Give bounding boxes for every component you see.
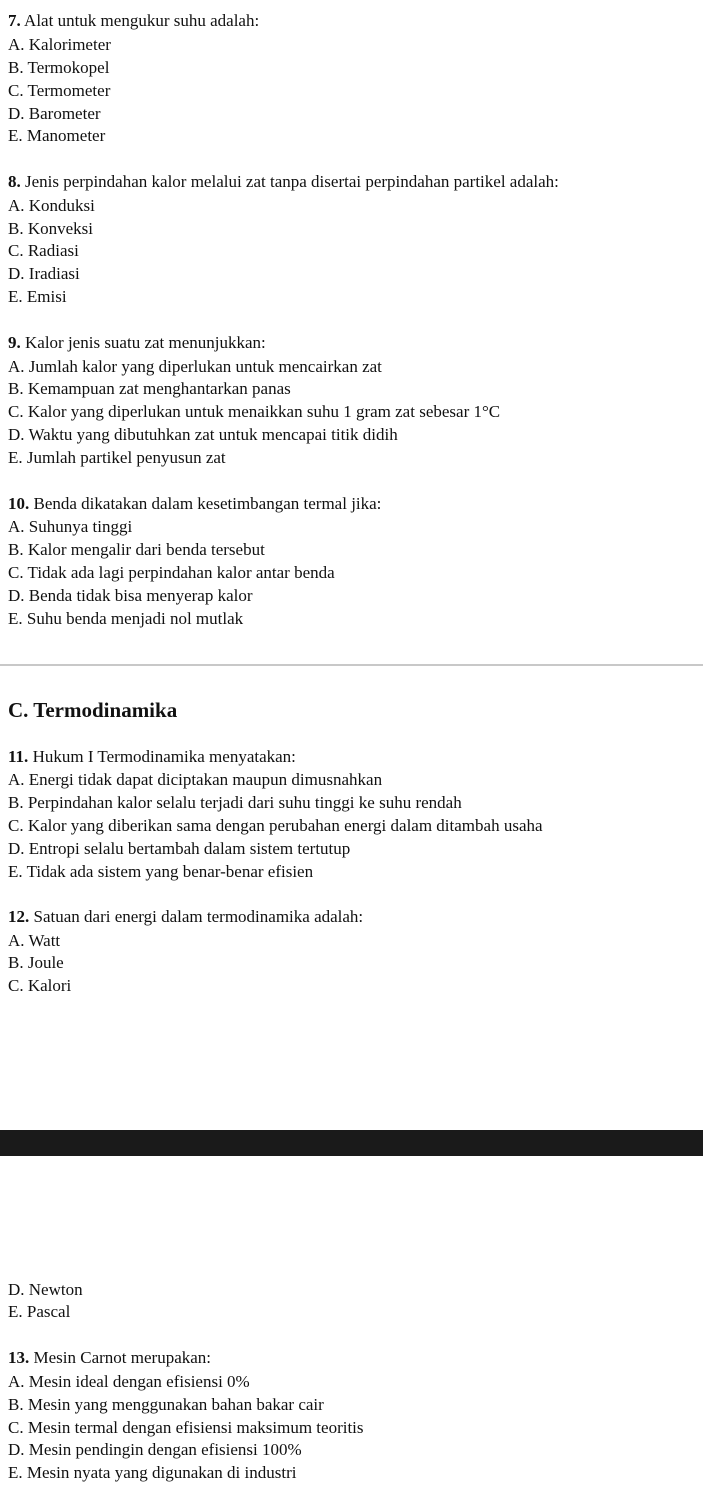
option-e: E. Tidak ada sistem yang benar-benar efisien	[8, 862, 314, 881]
option-c: C. Kalor yang diberikan sama dengan perubahan energi dalam ditambah usaha	[8, 816, 543, 835]
option-b: B. Joule	[8, 953, 64, 972]
question-number: 8.	[8, 172, 21, 191]
option-e: E. Pascal	[8, 1302, 71, 1321]
option-a: A. Suhunya tinggi	[8, 517, 133, 536]
question-number: 13.	[8, 1348, 30, 1367]
question-text: Alat untuk mengukur suhu adalah:	[20, 11, 260, 30]
question-number: 11.	[8, 747, 29, 766]
option-b: B. Kemampuan zat menghantarkan panas	[8, 379, 291, 398]
question-text: Hukum I Termodinamika menyatakan:	[28, 747, 296, 766]
option-c: C. Kalor yang diperlukan untuk menaikkan suhu 1 gram zat sebesar 1°C	[8, 402, 501, 421]
question-number: 7.	[8, 11, 21, 30]
question-number: 10.	[8, 494, 30, 513]
question-9	[8, 332, 266, 354]
option-e: E. Emisi	[8, 287, 67, 306]
question-text: Jenis perpindahan kalor melalui zat tanpa disertai perpindahan partikel adalah:	[20, 172, 559, 191]
option-d: D. Iradiasi	[8, 264, 80, 283]
option-e: E. Manometer	[8, 126, 106, 145]
option-a: A. Kalorimeter	[8, 35, 111, 54]
question-13	[8, 1347, 211, 1369]
option-e: E. Suhu benda menjadi nol mutlak	[8, 609, 244, 628]
question-7	[8, 10, 259, 32]
option-d: D. Newton	[8, 1280, 83, 1299]
option-b: B. Perpindahan kalor selalu terjadi dari suhu tinggi ke suhu rendah	[8, 793, 462, 812]
option-c: C. Radiasi	[8, 241, 79, 260]
question-11	[8, 746, 296, 768]
option-d: D. Barometer	[8, 104, 101, 123]
option-b: B. Mesin yang menggunakan bahan bakar cair	[8, 1395, 324, 1414]
option-d: D. Waktu yang dibutuhkan zat untuk mencapai titik didih	[8, 425, 398, 444]
question-12	[8, 906, 363, 928]
question-8	[8, 171, 559, 193]
option-a: A. Konduksi	[8, 196, 95, 215]
option-c: C. Mesin termal dengan efisiensi maksimum teoritis	[8, 1418, 364, 1437]
option-e: E. Mesin nyata yang digunakan di industri	[8, 1463, 297, 1482]
option-d: D. Entropi selalu bertambah dalam sistem tertutup	[8, 839, 351, 858]
question-number: 9.	[8, 333, 21, 352]
option-b: B. Konveksi	[8, 219, 93, 238]
option-b: B. Kalor mengalir dari benda tersebut	[8, 540, 265, 559]
question-number: 12.	[8, 907, 30, 926]
option-e: E. Jumlah partikel penyusun zat	[8, 448, 226, 467]
option-a: A. Mesin ideal dengan efisiensi 0%	[8, 1372, 250, 1391]
section-heading: C. Termodinamika	[8, 698, 178, 722]
option-b: B. Termokopel	[8, 58, 110, 77]
option-c: C. Termometer	[8, 81, 111, 100]
question-text: Benda dikatakan dalam kesetimbangan termal jika:	[29, 494, 382, 513]
option-c: C. Tidak ada lagi perpindahan kalor antar benda	[8, 563, 335, 582]
option-d: D. Benda tidak bisa menyerap kalor	[8, 586, 253, 605]
option-d: D. Mesin pendingin dengan efisiensi 100%	[8, 1440, 302, 1459]
option-a: A. Watt	[8, 931, 61, 950]
question-text: Satuan dari energi dalam termodinamika adalah:	[29, 907, 364, 926]
question-text: Mesin Carnot merupakan:	[29, 1348, 212, 1367]
option-a: A. Jumlah kalor yang diperlukan untuk mencairkan zat	[8, 357, 382, 376]
question-10	[8, 493, 381, 515]
option-c: C. Kalori	[8, 976, 72, 995]
page-break-band	[0, 1130, 703, 1156]
question-text: Kalor jenis suatu zat menunjukkan:	[20, 333, 266, 352]
option-a: A. Energi tidak dapat diciptakan maupun dimusnahkan	[8, 770, 383, 789]
section-divider	[0, 664, 703, 666]
